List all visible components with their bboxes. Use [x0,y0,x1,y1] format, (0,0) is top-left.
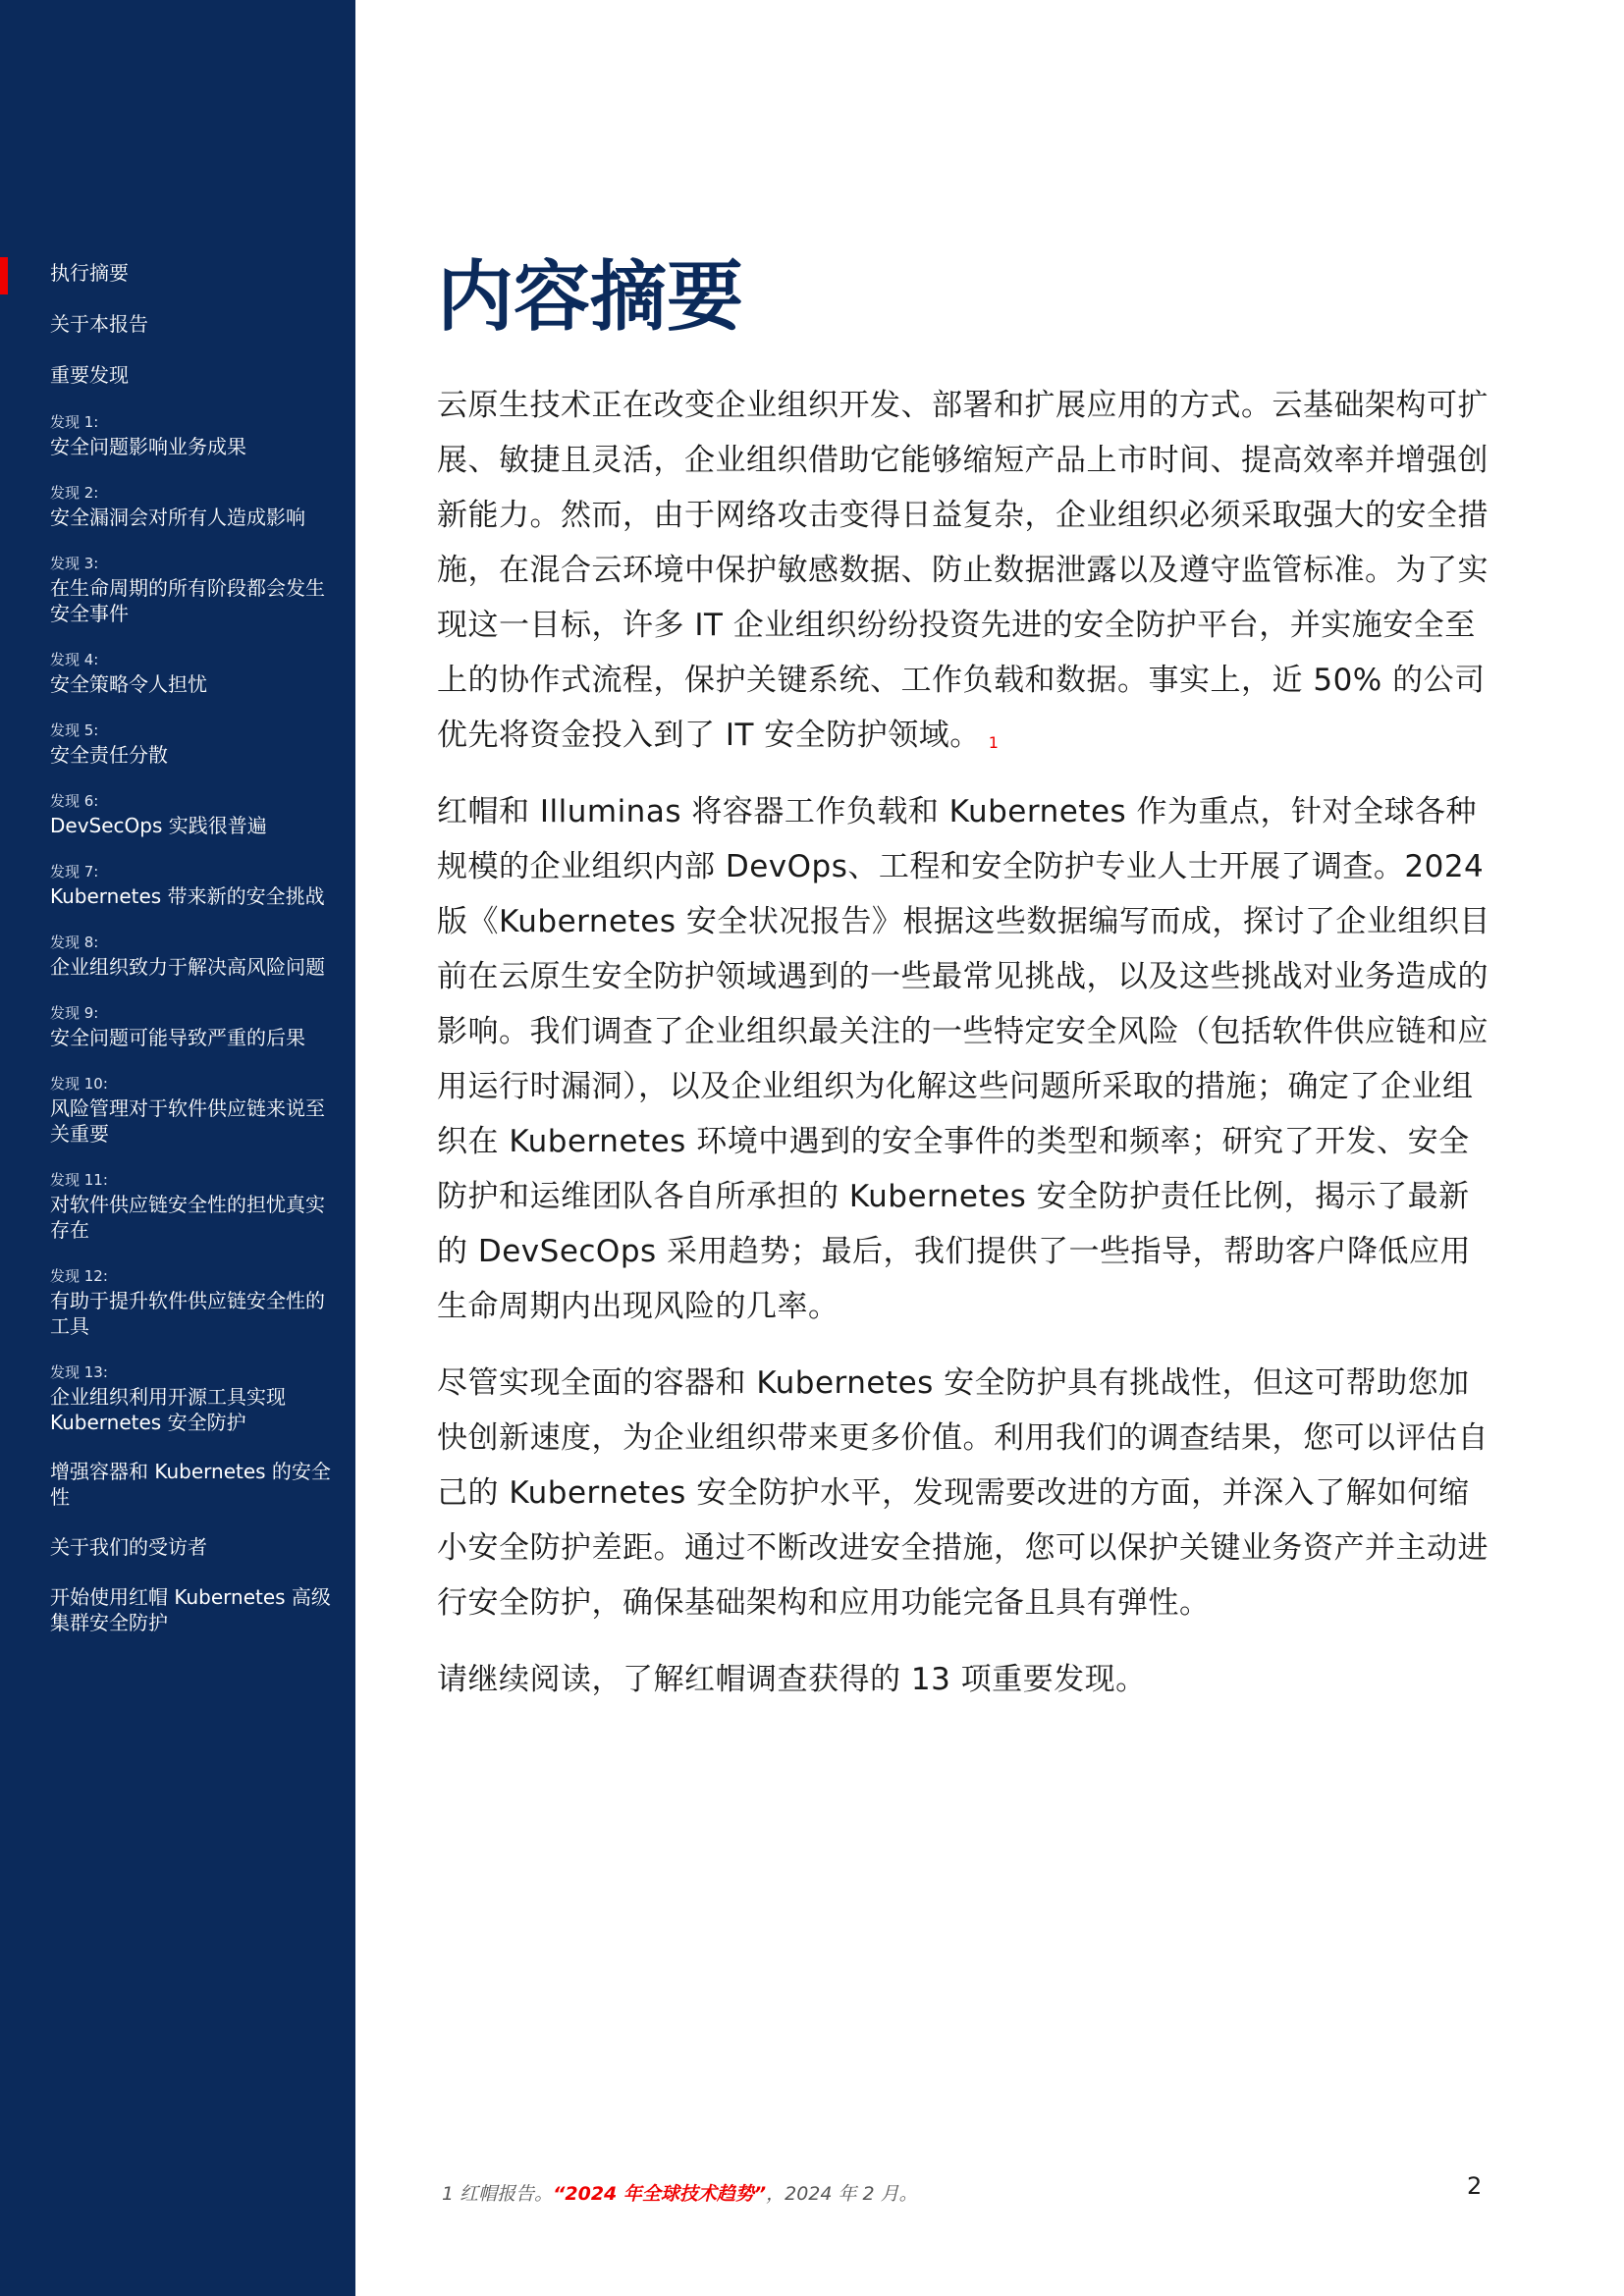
finding-kicker: 发现 10: [50,1075,108,1093]
finding-kicker: 发现 9: [50,1004,99,1022]
finding-title: 安全漏洞会对所有人造成影响 [50,506,305,529]
nav-item-finding-4[interactable] [50,650,335,697]
nav-item-finding-6[interactable] [50,791,335,838]
page-number: 2 [1467,2172,1483,2200]
finding-title: Kubernetes 带来新的安全挑战 [50,884,325,908]
finding-title: 企业组织致力于解决高风险问题 [50,955,325,979]
nav-item-get-started[interactable]: 开始使用红帽 Kubernetes 高级集群安全防护 [50,1585,331,1634]
nav-item-key-findings[interactable]: 重要发现 [50,363,129,387]
finding-title: 对软件供应链安全性的担忧真实存在 [50,1193,325,1242]
finding-kicker: 发现 6: [50,792,99,810]
nav-item-executive-summary[interactable]: 执行摘要 [50,261,129,285]
finding-title: 风险管理对于软件供应链来说至关重要 [50,1096,325,1146]
finding-kicker: 发现 12: [50,1267,108,1285]
finding-kicker: 发现 2: [50,484,99,502]
nav-item-finding-1[interactable] [50,412,335,459]
nav-item-finding-13[interactable] [50,1362,335,1435]
finding-title: DevSecOps 实践很普遍 [50,814,267,837]
nav-item-finding-10[interactable] [50,1074,335,1147]
main-content [437,250,1497,1729]
nav-item-finding-12[interactable] [50,1266,335,1339]
nav-item-about-report[interactable]: 关于本报告 [50,312,148,336]
nav-item-finding-8[interactable] [50,933,335,980]
paragraph-continue: 请继续阅读，了解红帽调查获得的 13 项重要发现。 [437,1662,1147,1697]
sidebar-nav [0,0,355,2296]
finding-title: 在生命周期的所有阶段都会发生安全事件 [50,576,325,625]
nav-item-enhance-security[interactable]: 增强容器和 Kubernetes 的安全性 [50,1460,331,1509]
finding-kicker: 发现 3: [50,555,99,572]
nav-item-finding-2[interactable] [50,483,335,530]
paragraph-survey: 红帽和 Illuminas 将容器工作负载和 Kubernetes 作为重点，针对全球各种规模的企业组织内部 DevOps、工程和安全防护专业人士开展了调查。2024 版《Kubernetes 安全状况报告》根据这些数据编写而成，探讨了企业组织目前在云原生安全防护领域遇到的一些最常见挑战，以及这些挑战对业务造成的影响。我们调查了企业组织最关注的一些特定安全风险（包括软件供应链和应用运行时漏洞），以及企业组织为化解这些问题所采取的措施；确定了企业组织在 Kubernetes 环境中遇到的安全事件的类型和频率；研究了开发、安全防护和运维团队各自所承担的 Kubernetes 安全防护责任比例，揭示了最新的 DevSecOps 采用趋势；最后，我们提供了一些指导，帮助客户降低应用生命周期内出现风险的几率。 [437,794,1490,1324]
finding-title: 安全问题影响业务成果 [50,435,246,458]
page-title: 内容摘要 [437,253,744,342]
finding-title: 安全策略令人担忧 [50,672,207,696]
finding-title: 企业组织利用开源工具实现 Kubernetes 安全防护 [50,1385,286,1434]
paragraph-value: 尽管实现全面的容器和 Kubernetes 安全防护具有挑战性，但这可帮助您加快创新速度，为企业组织带来更多价值。利用我们的调查结果，您可以评估自己的 Kubernetes 安全防护水平，发现需要改进的方面，并深入了解如何缩小安全防护差距。通过不断改进安全措施，您可以保护关键业务资产并主动进行安全防护，确保基础架构和应用功能完备且具有弹性。 [437,1365,1489,1621]
paragraph-intro [437,378,1497,763]
finding-kicker: 发现 5: [50,721,99,739]
nav-item-finding-11[interactable] [50,1170,335,1243]
footnote-prefix: 1 红帽报告。 [442,2183,554,2205]
footnote-link[interactable]: “2024 年全球技术趋势” [553,2183,767,2205]
finding-kicker: 发现 13: [50,1363,108,1381]
finding-title: 安全问题可能导致严重的后果 [50,1026,305,1049]
finding-kicker: 发现 7: [50,863,99,881]
footnote [442,2179,918,2206]
finding-kicker: 发现 8: [50,934,99,951]
finding-kicker: 发现 11: [50,1171,108,1189]
nav-item-finding-7[interactable] [50,862,335,909]
finding-kicker: 发现 4: [50,651,99,668]
finding-title: 安全责任分散 [50,743,168,767]
nav-item-finding-5[interactable] [50,721,335,768]
footnote-reference[interactable]: 1 [988,733,1000,752]
nav-item-about-respondents[interactable]: 关于我们的受访者 [50,1535,207,1559]
paragraph-intro-text: 云原生技术正在改变企业组织开发、部署和扩展应用的方式。云基础架构可扩展、敏捷且灵活，企业组织借助它能够缩短产品上市时间、提高效率并增强创新能力。然而，由于网络攻击变得日益复杂，企业组织必须采取强大的安全措施，在混合云环境中保护敏感数据、防止数据泄露以及遵守监管标准。为了实现这一目标，许多 IT 企业组织纷纷投资先进的安全防护平台，并实施安全至上的协作式流程，保护关键系统、工作负载和数据。事实上，近 50% 的公司优先将资金投入到了 IT 安全防护领域。 [437,388,1489,753]
active-item-marker [0,257,8,294]
table-of-contents [50,259,335,1659]
finding-kicker: 发现 1: [50,413,99,431]
nav-item-finding-9[interactable] [50,1003,335,1050]
nav-item-finding-3[interactable] [50,554,335,626]
footnote-suffix: ，2024 年 2 月。 [766,2183,918,2205]
finding-title: 有助于提升软件供应链安全性的工具 [50,1289,325,1338]
